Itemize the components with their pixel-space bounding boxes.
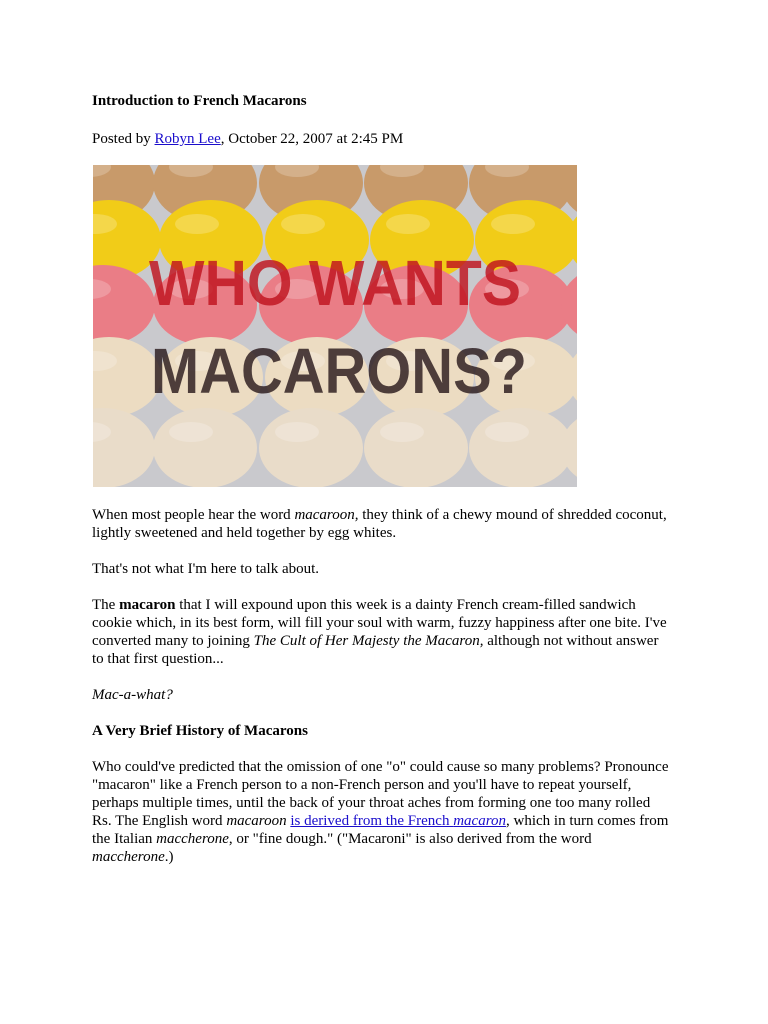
macaron-speckled-3 bbox=[259, 408, 363, 487]
paragraph-1 bbox=[92, 506, 672, 542]
author-link[interactable]: Robyn Lee bbox=[154, 131, 221, 147]
article-title: Introduction to French Macarons bbox=[92, 93, 307, 109]
derived-link[interactable] bbox=[290, 813, 506, 829]
macaron-highlight bbox=[386, 214, 430, 234]
paragraph-3 bbox=[92, 596, 672, 668]
p1-text-a: When most people hear the word bbox=[92, 507, 295, 523]
paragraph-5 bbox=[92, 758, 672, 866]
p5-em-maccherone-1: maccherone bbox=[156, 831, 229, 847]
p5-text-a: Who could've predicted that the omission of one "o" could cause so many problems? Pronounce "macaron" like a French person to a non-French person and you'll have to repeat yourself, perhaps multiple times, until the back of your throat aches from forming one too many rolled Rs. The English word bbox=[92, 759, 669, 829]
macaron-highlight bbox=[380, 422, 424, 442]
macaron-highlight bbox=[175, 214, 219, 234]
p3-text-e: although not without answer to that first question... bbox=[92, 633, 659, 667]
macaron-highlight bbox=[275, 422, 319, 442]
macaron-highlight bbox=[491, 214, 535, 234]
macaron-highlight bbox=[281, 214, 325, 234]
overlay-text-line-2: MACARONS? bbox=[151, 335, 527, 407]
derived-link-text: is derived from the French bbox=[290, 813, 454, 829]
byline bbox=[92, 130, 403, 148]
p3-text-c: that I will expound upon this week is a dainty French cream-filled sandwich cookie which, in its best form, will fill your soul with warm, fuzzy happiness after one bite. I've converted many to joining bbox=[92, 597, 667, 649]
p5-text-h: .) bbox=[164, 849, 174, 865]
p5-text-f: , or "fine dough." ("Macaroni" is also derived from the word bbox=[228, 831, 592, 847]
p5-em-macaroon: macaroon bbox=[226, 813, 287, 829]
macaron-speckled-5 bbox=[469, 408, 573, 487]
p3-strong-macaron: macaron bbox=[119, 597, 176, 613]
p5-text-d: , which in turn comes from the Italian bbox=[92, 813, 669, 847]
paragraph-4 bbox=[92, 686, 672, 704]
macaron-highlight bbox=[169, 422, 213, 442]
overlay-text-line-1: WHO WANTS bbox=[149, 247, 521, 319]
macaron-speckled-2 bbox=[153, 408, 257, 487]
p4-em: Mac-a-what? bbox=[92, 687, 173, 703]
p3-text-a: The bbox=[92, 597, 120, 613]
section-subheading: A Very Brief History of Macarons bbox=[92, 723, 308, 739]
macaron-highlight bbox=[485, 422, 529, 442]
derived-link-em: macaron bbox=[453, 813, 506, 829]
p1-text-c: they think of a chewy mound of shredded coconut, lightly sweetened and held together by egg whites. bbox=[92, 507, 667, 541]
macarons-photo bbox=[93, 165, 577, 487]
byline-date: , October 22, 2007 at 2:45 PM bbox=[220, 131, 404, 147]
p1-em-macaroon: macaroon, bbox=[294, 507, 359, 523]
macarons-photo-graphic bbox=[93, 165, 577, 487]
byline-prefix: Posted by bbox=[92, 131, 155, 147]
paragraph-2: That's not what I'm here to talk about. bbox=[92, 561, 320, 577]
macaron-speckled-4 bbox=[364, 408, 468, 487]
p3-em-cult: The Cult of Her Majesty the Macaron, bbox=[253, 633, 484, 649]
p5-em-maccherone-2: maccherone bbox=[92, 849, 165, 865]
